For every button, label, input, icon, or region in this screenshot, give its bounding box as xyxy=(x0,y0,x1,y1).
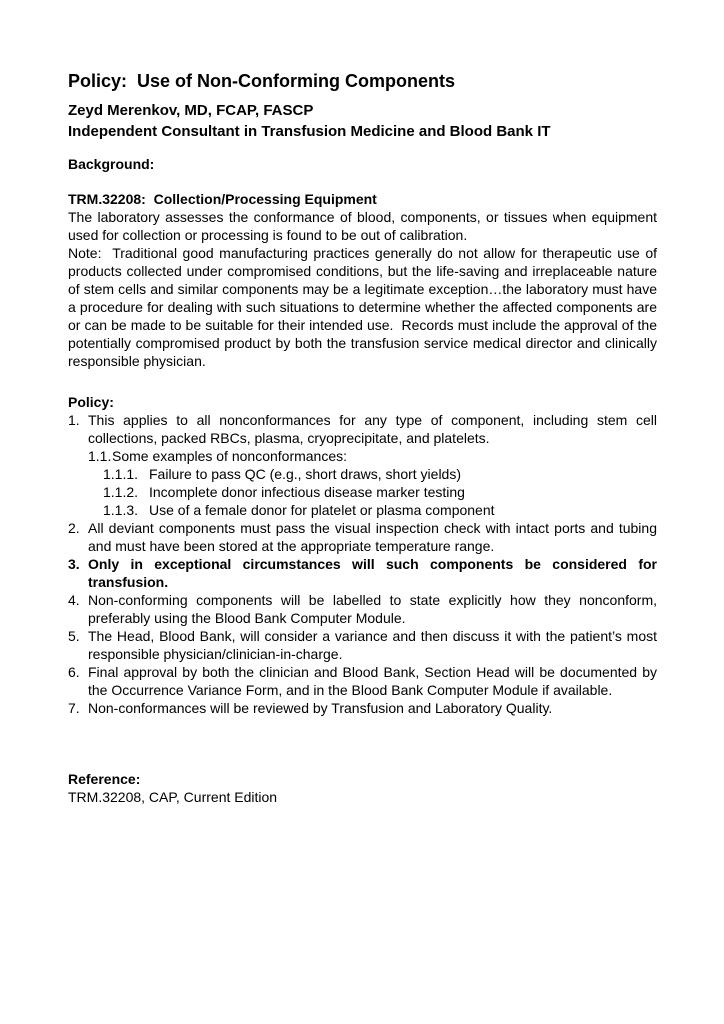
background-section-title: TRM.32208: Collection/Processing Equipment xyxy=(68,191,377,207)
policy-item-2-text: All deviant components must pass the visual inspection check with intact ports and tubing and must have been stored at the appropriate temperature range. xyxy=(88,520,661,554)
policy-item-1-text: This applies to all nonconformances for any type of component, including stem cell collections, packed RBCs, plasma, cryoprecipitate, and platelets. xyxy=(88,412,661,446)
policy-item-4-text: Non-conforming components will be labelled to state explicitly how they nonconform, preferably using the Blood Bank Computer Module. xyxy=(88,592,661,626)
background-paragraph-1: The laboratory assesses the conformance of blood, components, or tissues when equipment used for collection or processing is found to be out of calibration. xyxy=(68,209,661,243)
policy-item-7 xyxy=(68,699,657,717)
policy-item-5 xyxy=(68,627,661,663)
policy-item-1-1-2-text: Incomplete donor infectious disease marker testing xyxy=(149,484,465,500)
reference-heading: Reference: xyxy=(68,771,141,787)
policy-item-7-number: 7. xyxy=(68,700,80,716)
policy-item-1-1-2 xyxy=(103,483,657,501)
policy-item-4 xyxy=(68,591,661,627)
policy-item-1-1-text: Some examples of nonconformances: xyxy=(112,448,348,464)
policy-item-5-text: The Head, Blood Bank, will consider a variance and then discuss it with the patient’s most responsible physician/clinician-in-charge. xyxy=(88,628,661,662)
policy-item-3-text: Only in exceptional circumstances will such components be considered for transfusion. xyxy=(88,556,661,590)
policy-heading: Policy: xyxy=(68,394,114,410)
document-title: Policy: Use of Non-Conforming Components xyxy=(68,71,455,91)
policy-item-1-1-3 xyxy=(103,501,657,519)
policy-item-2 xyxy=(68,519,661,555)
policy-item-4-number: 4. xyxy=(68,592,80,608)
policy-item-7-text: Non-conformances will be reviewed by Transfusion and Laboratory Quality. xyxy=(88,700,553,716)
policy-item-1-1-1 xyxy=(103,465,657,483)
policy-item-1-1-1-number: 1.1.1. xyxy=(103,466,139,482)
policy-item-1-1-2-number: 1.1.2. xyxy=(103,484,139,500)
policy-item-5-number: 5. xyxy=(68,628,80,644)
policy-list xyxy=(68,411,661,717)
author-role: Independent Consultant in Transfusion Medicine and Blood Bank IT xyxy=(68,123,551,140)
policy-item-6 xyxy=(68,663,661,699)
background-paragraph-2: Note: Traditional good manufacturing practices generally do not allow for therapeutic use of products collected under compromised conditions, but the life-saving and irreplaceable nature of stem cells and similar components may be a legitimate exception…the laboratory must have a procedure for dealing with such situations to determine whether the affected components are or can be made to be suitable for their intended use. Records must include the approval of the potentially compromised product by both the transfusion service medical director and clinically responsible physician. xyxy=(68,245,661,369)
policy-item-1-number: 1. xyxy=(68,412,80,428)
policy-item-3 xyxy=(68,555,661,591)
author-name: Zeyd Merenkov, MD, FCAP, FASCP xyxy=(68,102,314,119)
policy-item-1 xyxy=(68,411,661,447)
policy-item-3-number: 3. xyxy=(68,556,80,572)
background-heading: Background: xyxy=(68,156,155,172)
policy-item-1-1-1-text: Failure to pass QC (e.g., short draws, short yields) xyxy=(149,466,461,482)
reference-text: TRM.32208, CAP, Current Edition xyxy=(68,789,278,805)
policy-item-1-1 xyxy=(88,447,657,465)
policy-item-6-text: Final approval by both the clinician and Blood Bank, Section Head will be documented by the Occurrence Variance Form, and in the Blood Bank Computer Module if available. xyxy=(88,664,661,698)
policy-item-6-number: 6. xyxy=(68,664,80,680)
policy-item-1-1-3-text: Use of a female donor for platelet or plasma component xyxy=(149,502,495,518)
policy-item-1-1-3-number: 1.1.3. xyxy=(103,502,139,518)
policy-item-2-number: 2. xyxy=(68,520,80,536)
policy-item-1-1-number: 1.1. xyxy=(88,448,112,464)
